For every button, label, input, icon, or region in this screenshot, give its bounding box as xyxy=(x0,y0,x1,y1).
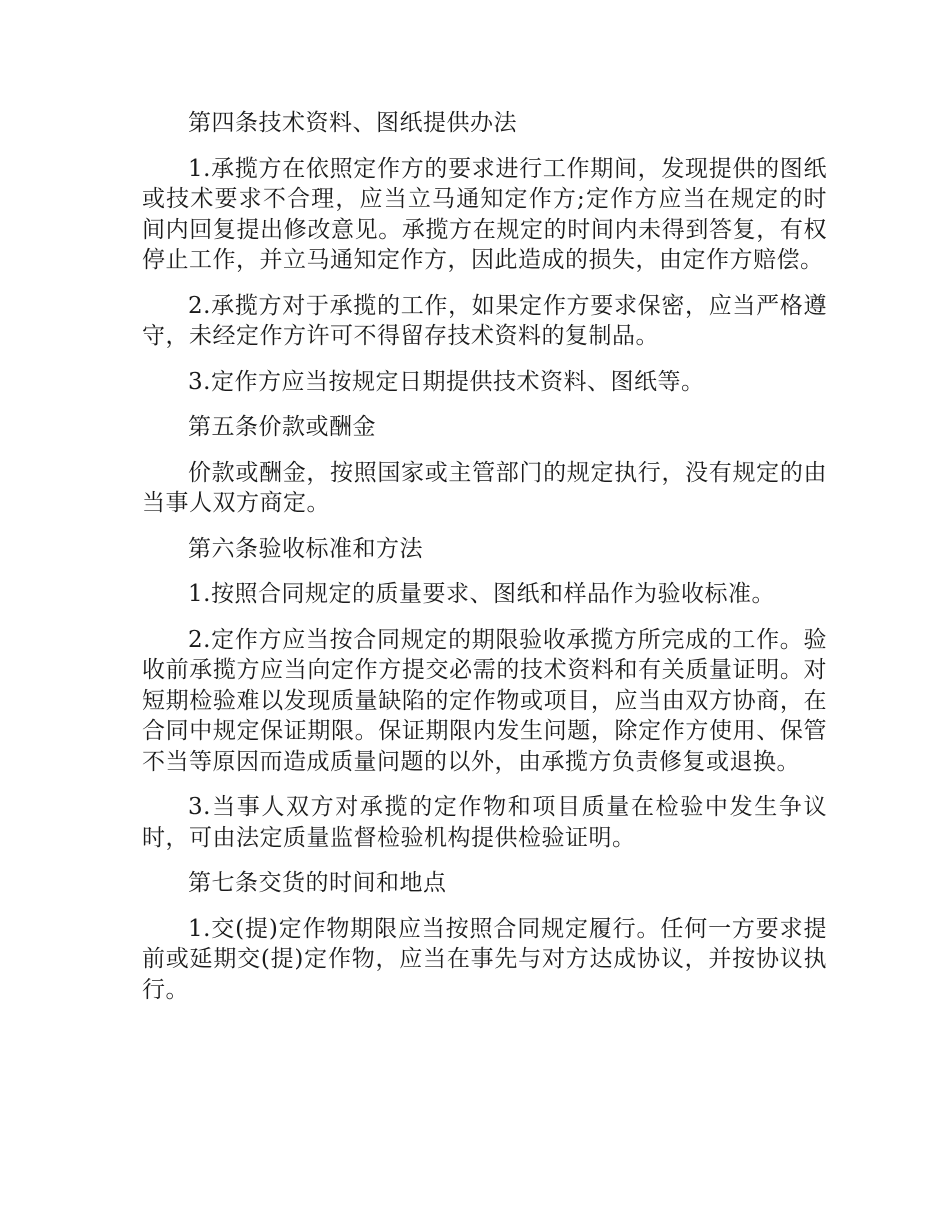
section-heading-article-4: 第四条技术资料、图纸提供办法 xyxy=(188,110,517,136)
paragraph-article-5-body: 价款或酬金，按照国家或主管部门的规定执行，没有规定的由当事人双方商定。 xyxy=(142,459,827,516)
paragraph-article-4-item-1: 1.承揽方在依照定作方的要求进行工作期间，发现提供的图纸或技术要求不合理，应当立马通知定作方;定作方应当在规定的时间内回复提出修改意见。承揽方在规定的时间内未得到答复，有权停止工作，并立马通知定作方，因此造成的损失，由定作方赔偿。 xyxy=(142,155,827,273)
paragraph-article-4-item-3: 3.定作方应当按规定日期提供技术资料、图纸等。 xyxy=(188,368,705,395)
paragraph-article-7-item-1: 1.交(提)定作物期限应当按照合同规定履行。任何一方要求提前或延期交(提)定作物，应当在事先与对方达成协议，并按协议执行。 xyxy=(142,915,827,1003)
section-heading-article-6: 第六条验收标准和方法 xyxy=(188,535,423,562)
section-heading-article-7: 第七条交货的时间和地点 xyxy=(188,870,447,896)
paragraph-article-6-item-2: 2.定作方应当按合同规定的期限验收承揽方所完成的工作。验收前承揽方应当向定作方提交必需的技术资料和有关质量证明。对短期检验难以发现质量缺陷的定作物或项目，应当由双方协商，在合同中规定保证期限。保证期限内发生问题，除定作方使用、保管不当等原因而造成质量问题的以外，由承揽方负责修复或退换。 xyxy=(142,626,827,775)
paragraph-article-4-item-2: 2.承揽方对于承揽的工作，如果定作方要求保密，应当严格遵守，未经定作方许可不得留存技术资料的复制品。 xyxy=(142,292,827,349)
document-page xyxy=(142,108,827,1020)
section-heading-article-5: 第五条价款或酬金 xyxy=(188,414,376,440)
paragraph-article-6-item-1: 1.按照合同规定的质量要求、图纸和样品作为验收标准。 xyxy=(188,581,775,607)
paragraph-article-6-item-3: 3.当事人双方对承揽的定作物和项目质量在检验中发生争议时，可由法定质量监督检验机构提供检验证明。 xyxy=(142,794,827,851)
